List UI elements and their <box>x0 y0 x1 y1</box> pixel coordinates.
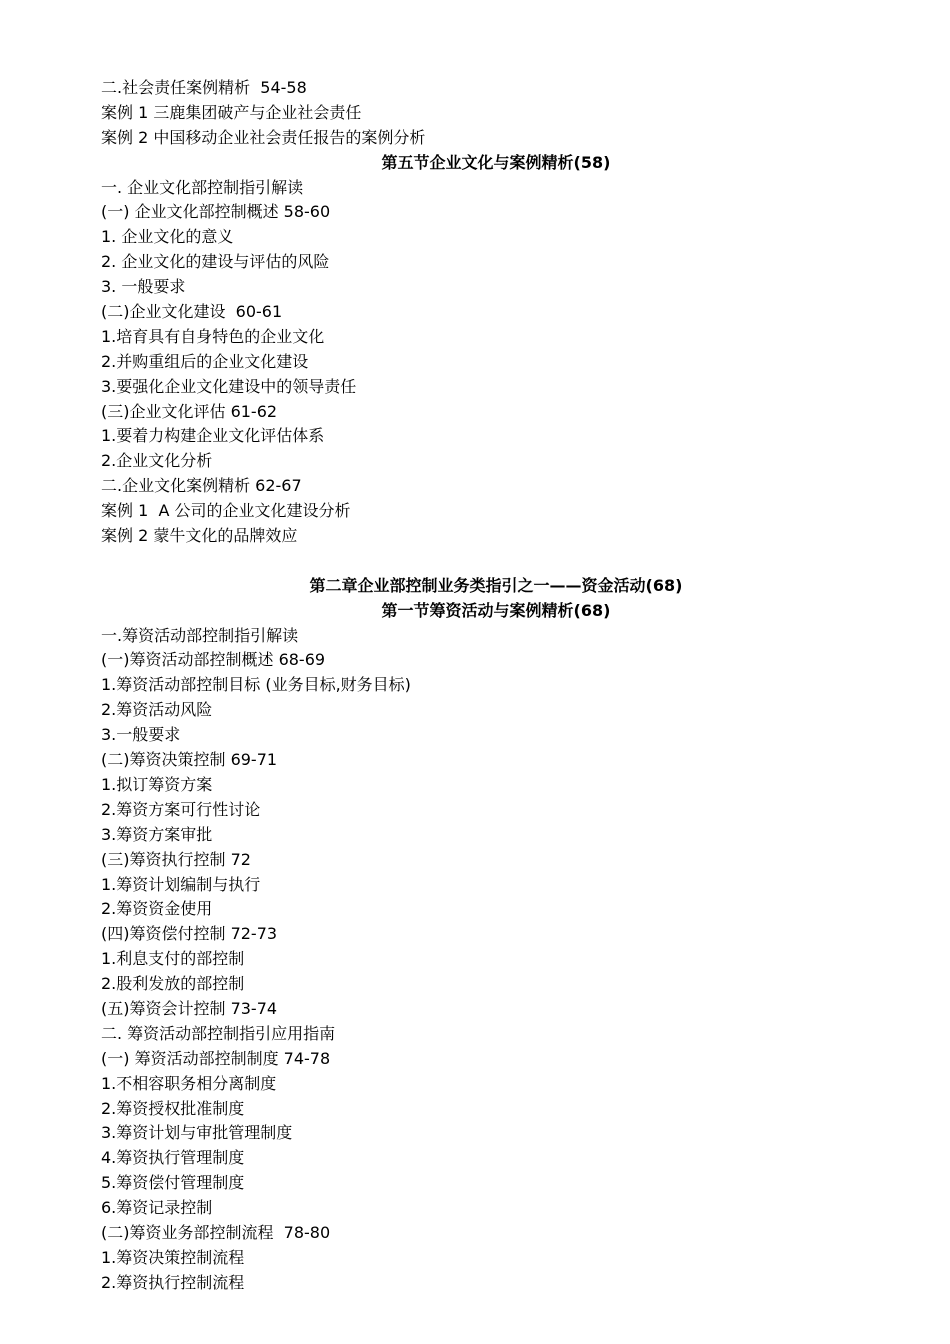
toc-line: 2.并购重组后的企业文化建设 <box>101 351 309 371</box>
toc-line: 案例 2 中国移动企业社会责任报告的案例分析 <box>101 127 426 147</box>
toc-line: (五)筹资会计控制 73-74 <box>101 998 278 1018</box>
toc-line: 一. 企业文化部控制指引解读 <box>101 177 304 197</box>
toc-line: 2. 企业文化的建设与评估的风险 <box>101 252 330 272</box>
toc-line: (二)筹资业务部控制流程 78-80 <box>101 1222 331 1242</box>
toc-line: 案例 1 三鹿集团破产与企业社会责任 <box>101 102 362 122</box>
toc-line: 2.股利发放的部控制 <box>101 974 245 994</box>
toc-line: (一) 筹资活动部控制制度 74-78 <box>101 1048 331 1068</box>
toc-line: 2.企业文化分析 <box>101 451 213 471</box>
toc-line: 案例 2 蒙牛文化的品牌效应 <box>101 526 298 546</box>
toc-line: 3.筹资计划与审批管理制度 <box>101 1123 293 1143</box>
blank-line <box>101 549 891 574</box>
toc-line: 1.筹资计划编制与执行 <box>101 874 261 894</box>
toc-line: 1.筹资活动部控制目标 (业务目标,财务目标) <box>101 675 411 695</box>
toc-line: (三)筹资执行控制 72 <box>101 849 251 869</box>
toc-line: 3.要强化企业文化建设中的领导责任 <box>101 376 357 396</box>
section-heading: 第五节企业文化与案例精析(58) <box>381 152 611 172</box>
toc-line: 2.筹资执行控制流程 <box>101 1272 245 1292</box>
toc-line: 4.筹资执行管理制度 <box>101 1148 245 1168</box>
toc-line: 3.一般要求 <box>101 725 181 745</box>
toc-line: (一) 企业文化部控制概述 58-60 <box>101 202 331 222</box>
toc-line: (四)筹资偿付控制 72-73 <box>101 924 278 944</box>
toc-line: 6.筹资记录控制 <box>101 1198 213 1218</box>
toc-line: 2.筹资活动风险 <box>101 700 213 720</box>
toc-line: 二. 筹资活动部控制指引应用指南 <box>101 1023 336 1043</box>
toc-line: 3. 一般要求 <box>101 277 186 297</box>
toc-line: 1.利息支付的部控制 <box>101 949 245 969</box>
toc-line: 1.要着力构建企业文化评估体系 <box>101 426 325 446</box>
toc-line: 1.筹资决策控制流程 <box>101 1247 245 1267</box>
toc-line: 2.筹资资金使用 <box>101 899 213 919</box>
document-body <box>101 76 891 1296</box>
toc-line: 案例 1 A 公司的企业文化建设分析 <box>101 501 351 521</box>
section-heading: 第一节筹资活动与案例精析(68) <box>381 600 611 620</box>
toc-line: 1.培育具有自身特色的企业文化 <box>101 326 325 346</box>
toc-line: 二.企业文化案例精析 62-67 <box>101 476 302 496</box>
toc-line: 5.筹资偿付管理制度 <box>101 1173 245 1193</box>
toc-line: (一)筹资活动部控制概述 68-69 <box>101 650 326 670</box>
toc-line: (二)企业文化建设 60-61 <box>101 302 283 322</box>
toc-line: 2.筹资方案可行性讨论 <box>101 799 261 819</box>
toc-line: 3.筹资方案审批 <box>101 824 213 844</box>
toc-line: 1.不相容职务相分离制度 <box>101 1073 277 1093</box>
toc-line: (三)企业文化评估 61-62 <box>101 401 278 421</box>
toc-line: (二)筹资决策控制 69-71 <box>101 750 278 770</box>
toc-line: 一.筹资活动部控制指引解读 <box>101 625 299 645</box>
toc-line: 2.筹资授权批准制度 <box>101 1098 245 1118</box>
toc-line: 1. 企业文化的意义 <box>101 227 234 247</box>
toc-line: 1.拟订筹资方案 <box>101 774 213 794</box>
toc-line: 二.社会责任案例精析 54-58 <box>101 78 307 97</box>
section-heading: 第二章企业部控制业务类指引之一——资金活动(68) <box>309 575 683 595</box>
